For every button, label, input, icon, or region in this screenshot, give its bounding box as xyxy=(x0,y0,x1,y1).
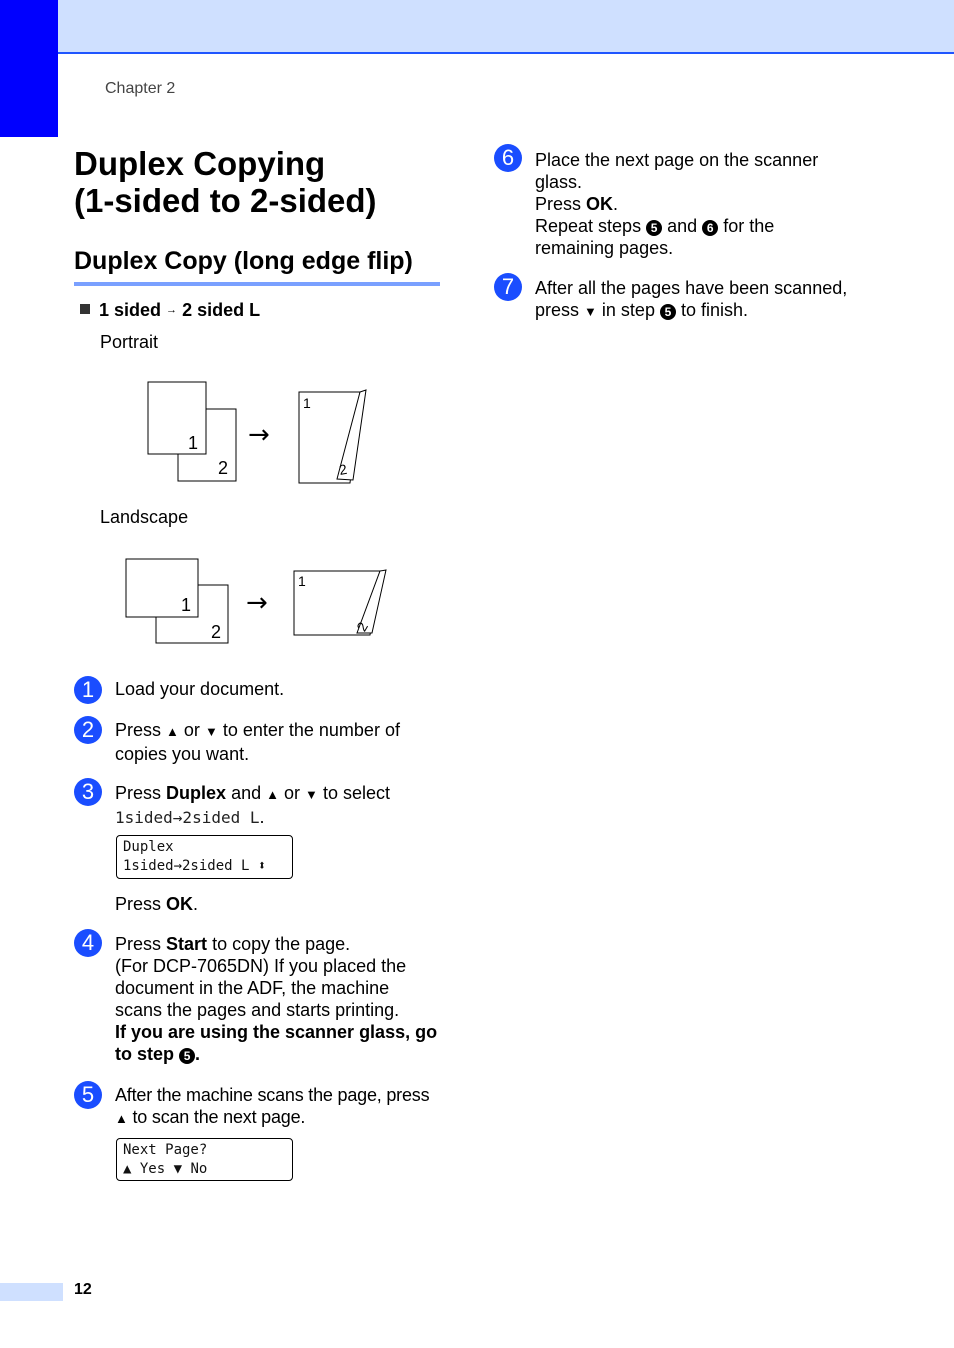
step-4-press: Press xyxy=(115,934,162,954)
up-arrow-icon: ▲ xyxy=(115,1111,128,1126)
step-5-line2: to scan the next page. xyxy=(132,1107,306,1127)
step-7-text xyxy=(535,277,847,323)
page-title xyxy=(74,145,377,219)
section-rule xyxy=(74,282,440,286)
step-4-line4: scans the pages and starts printing. xyxy=(115,1000,400,1020)
up-arrow-icon: ▲ xyxy=(123,1161,132,1177)
step-4-line2: (For DCP-7065DN) If you placed the xyxy=(115,956,407,976)
lcd1-line1: Duplex xyxy=(123,839,174,855)
footer-band xyxy=(0,1283,63,1301)
step-number-badge: 5 xyxy=(74,1081,102,1109)
step-ref-badge: 5 xyxy=(179,1048,195,1064)
step-7-press: press xyxy=(535,300,580,320)
step-3-duplex: Duplex xyxy=(166,783,227,803)
step-6-press: Press xyxy=(535,194,582,214)
portrait-arrow: → xyxy=(248,420,270,450)
step-5-line1: After the machine scans the page, press xyxy=(115,1085,430,1105)
option-heading xyxy=(80,300,260,321)
page-title-line2: (1-sided to 2-sided) xyxy=(74,182,377,219)
press-ok-suffix: . xyxy=(193,894,199,914)
scroll-arrows-icon: ⬍ xyxy=(257,858,267,874)
step-2-line2: copies you want. xyxy=(115,744,250,764)
step-4-text xyxy=(115,933,437,1065)
step-7-line1: After all the pages have been scanned, xyxy=(535,278,848,298)
press-ok-prefix: Press xyxy=(115,894,162,914)
page-title-line1: Duplex Copying xyxy=(74,145,326,182)
step-6-text xyxy=(535,149,818,259)
step-4-line6: to step xyxy=(115,1044,175,1064)
step-6-line1: Place the next page on the scanner xyxy=(535,150,819,170)
down-arrow-icon: ▼ xyxy=(305,787,318,802)
down-arrow-icon: ▼ xyxy=(204,724,218,739)
step-5-text xyxy=(115,1084,429,1130)
press-ok-bold: OK xyxy=(166,894,194,914)
step-4-end: . xyxy=(195,1044,201,1064)
step-1-text: Load your document. xyxy=(115,679,285,699)
page-number: 12 xyxy=(74,1281,92,1298)
up-arrow-icon: ▲ xyxy=(266,787,279,802)
header-band xyxy=(0,0,954,54)
step-3-text xyxy=(115,782,390,829)
landscape-label-2: 2 xyxy=(211,622,222,642)
square-bullet-icon xyxy=(80,304,90,314)
step-3-or: or xyxy=(284,783,301,803)
portrait-label: Portrait xyxy=(100,332,159,352)
landscape-arrow: → xyxy=(246,588,268,618)
step-3-mono-setting: 1sided→2sided L xyxy=(115,808,260,827)
chapter-tab-marker xyxy=(0,0,58,137)
step-number-badge: 3 xyxy=(74,778,102,806)
portrait-label-1: 1 xyxy=(188,433,199,453)
step-6-and: and xyxy=(667,216,698,236)
landscape-result-2: 2 xyxy=(353,619,371,634)
step-6-for-the: for the xyxy=(723,216,775,236)
option-left: 1 sided xyxy=(99,300,162,320)
step-3-press: Press xyxy=(115,783,162,803)
option-right: 2 sided L xyxy=(182,300,261,320)
step-3-and: and xyxy=(231,783,262,803)
step-4-rest: to copy the page. xyxy=(212,934,351,954)
landscape-label-1: 1 xyxy=(181,595,192,615)
portrait-result-2: 2 xyxy=(337,460,349,478)
step-6-press-end: . xyxy=(613,194,619,214)
landscape-label: Landscape xyxy=(100,507,189,527)
option-arrow: → xyxy=(166,304,178,316)
step-6-repeat: Repeat steps xyxy=(535,216,642,236)
step-6-line5: remaining pages. xyxy=(535,238,674,258)
step-ref-badge: 5 xyxy=(660,304,676,320)
step-7-mid: in step xyxy=(601,300,655,320)
step-2-or: or xyxy=(183,720,200,740)
lcd2-no: No xyxy=(190,1161,208,1177)
step-3-period: . xyxy=(259,807,265,827)
up-arrow-icon: ▲ xyxy=(166,724,179,739)
step-ref-badge: 5 xyxy=(646,220,662,236)
step-number-badge: 1 xyxy=(74,676,102,704)
section-title: Duplex Copy (long edge flip) xyxy=(74,247,413,275)
step-2-text xyxy=(115,719,400,765)
step-4-line5: If you are using the scanner glass, go xyxy=(115,1022,438,1042)
step-6-ok: OK xyxy=(586,194,614,214)
down-arrow-icon: ▼ xyxy=(173,1161,183,1177)
chapter-label: Chapter 2 xyxy=(105,80,176,97)
portrait-result-1: 1 xyxy=(303,395,311,411)
lcd2-line1: Next Page? xyxy=(123,1142,208,1158)
step-number-badge: 7 xyxy=(494,273,522,301)
step-6-line2: glass. xyxy=(535,172,583,192)
landscape-diagram xyxy=(120,553,395,648)
step-number-badge: 2 xyxy=(74,716,102,744)
landscape-result-1: 1 xyxy=(298,573,306,589)
lcd-display-duplex xyxy=(116,835,293,879)
step-ref-badge: 6 xyxy=(702,220,718,236)
step-7-end: to finish. xyxy=(681,300,749,320)
step-4-line3: document in the ADF, the machine xyxy=(115,978,390,998)
portrait-diagram xyxy=(140,375,380,490)
down-arrow-icon: ▼ xyxy=(584,304,597,319)
step-number-badge: 4 xyxy=(74,929,102,957)
step-2-rest: to enter the number of xyxy=(222,720,400,740)
step-3-press-ok xyxy=(115,893,198,915)
step-4-start: Start xyxy=(166,934,208,954)
lcd1-line2: 1sided→2sided L xyxy=(123,858,250,874)
step-number-badge: 6 xyxy=(494,144,522,172)
step-3-rest: to select xyxy=(322,783,390,803)
portrait-label-2: 2 xyxy=(218,458,229,478)
lcd-display-next-page xyxy=(116,1138,293,1181)
lcd2-yes: Yes xyxy=(139,1161,166,1177)
step-2-press: Press xyxy=(115,720,162,740)
